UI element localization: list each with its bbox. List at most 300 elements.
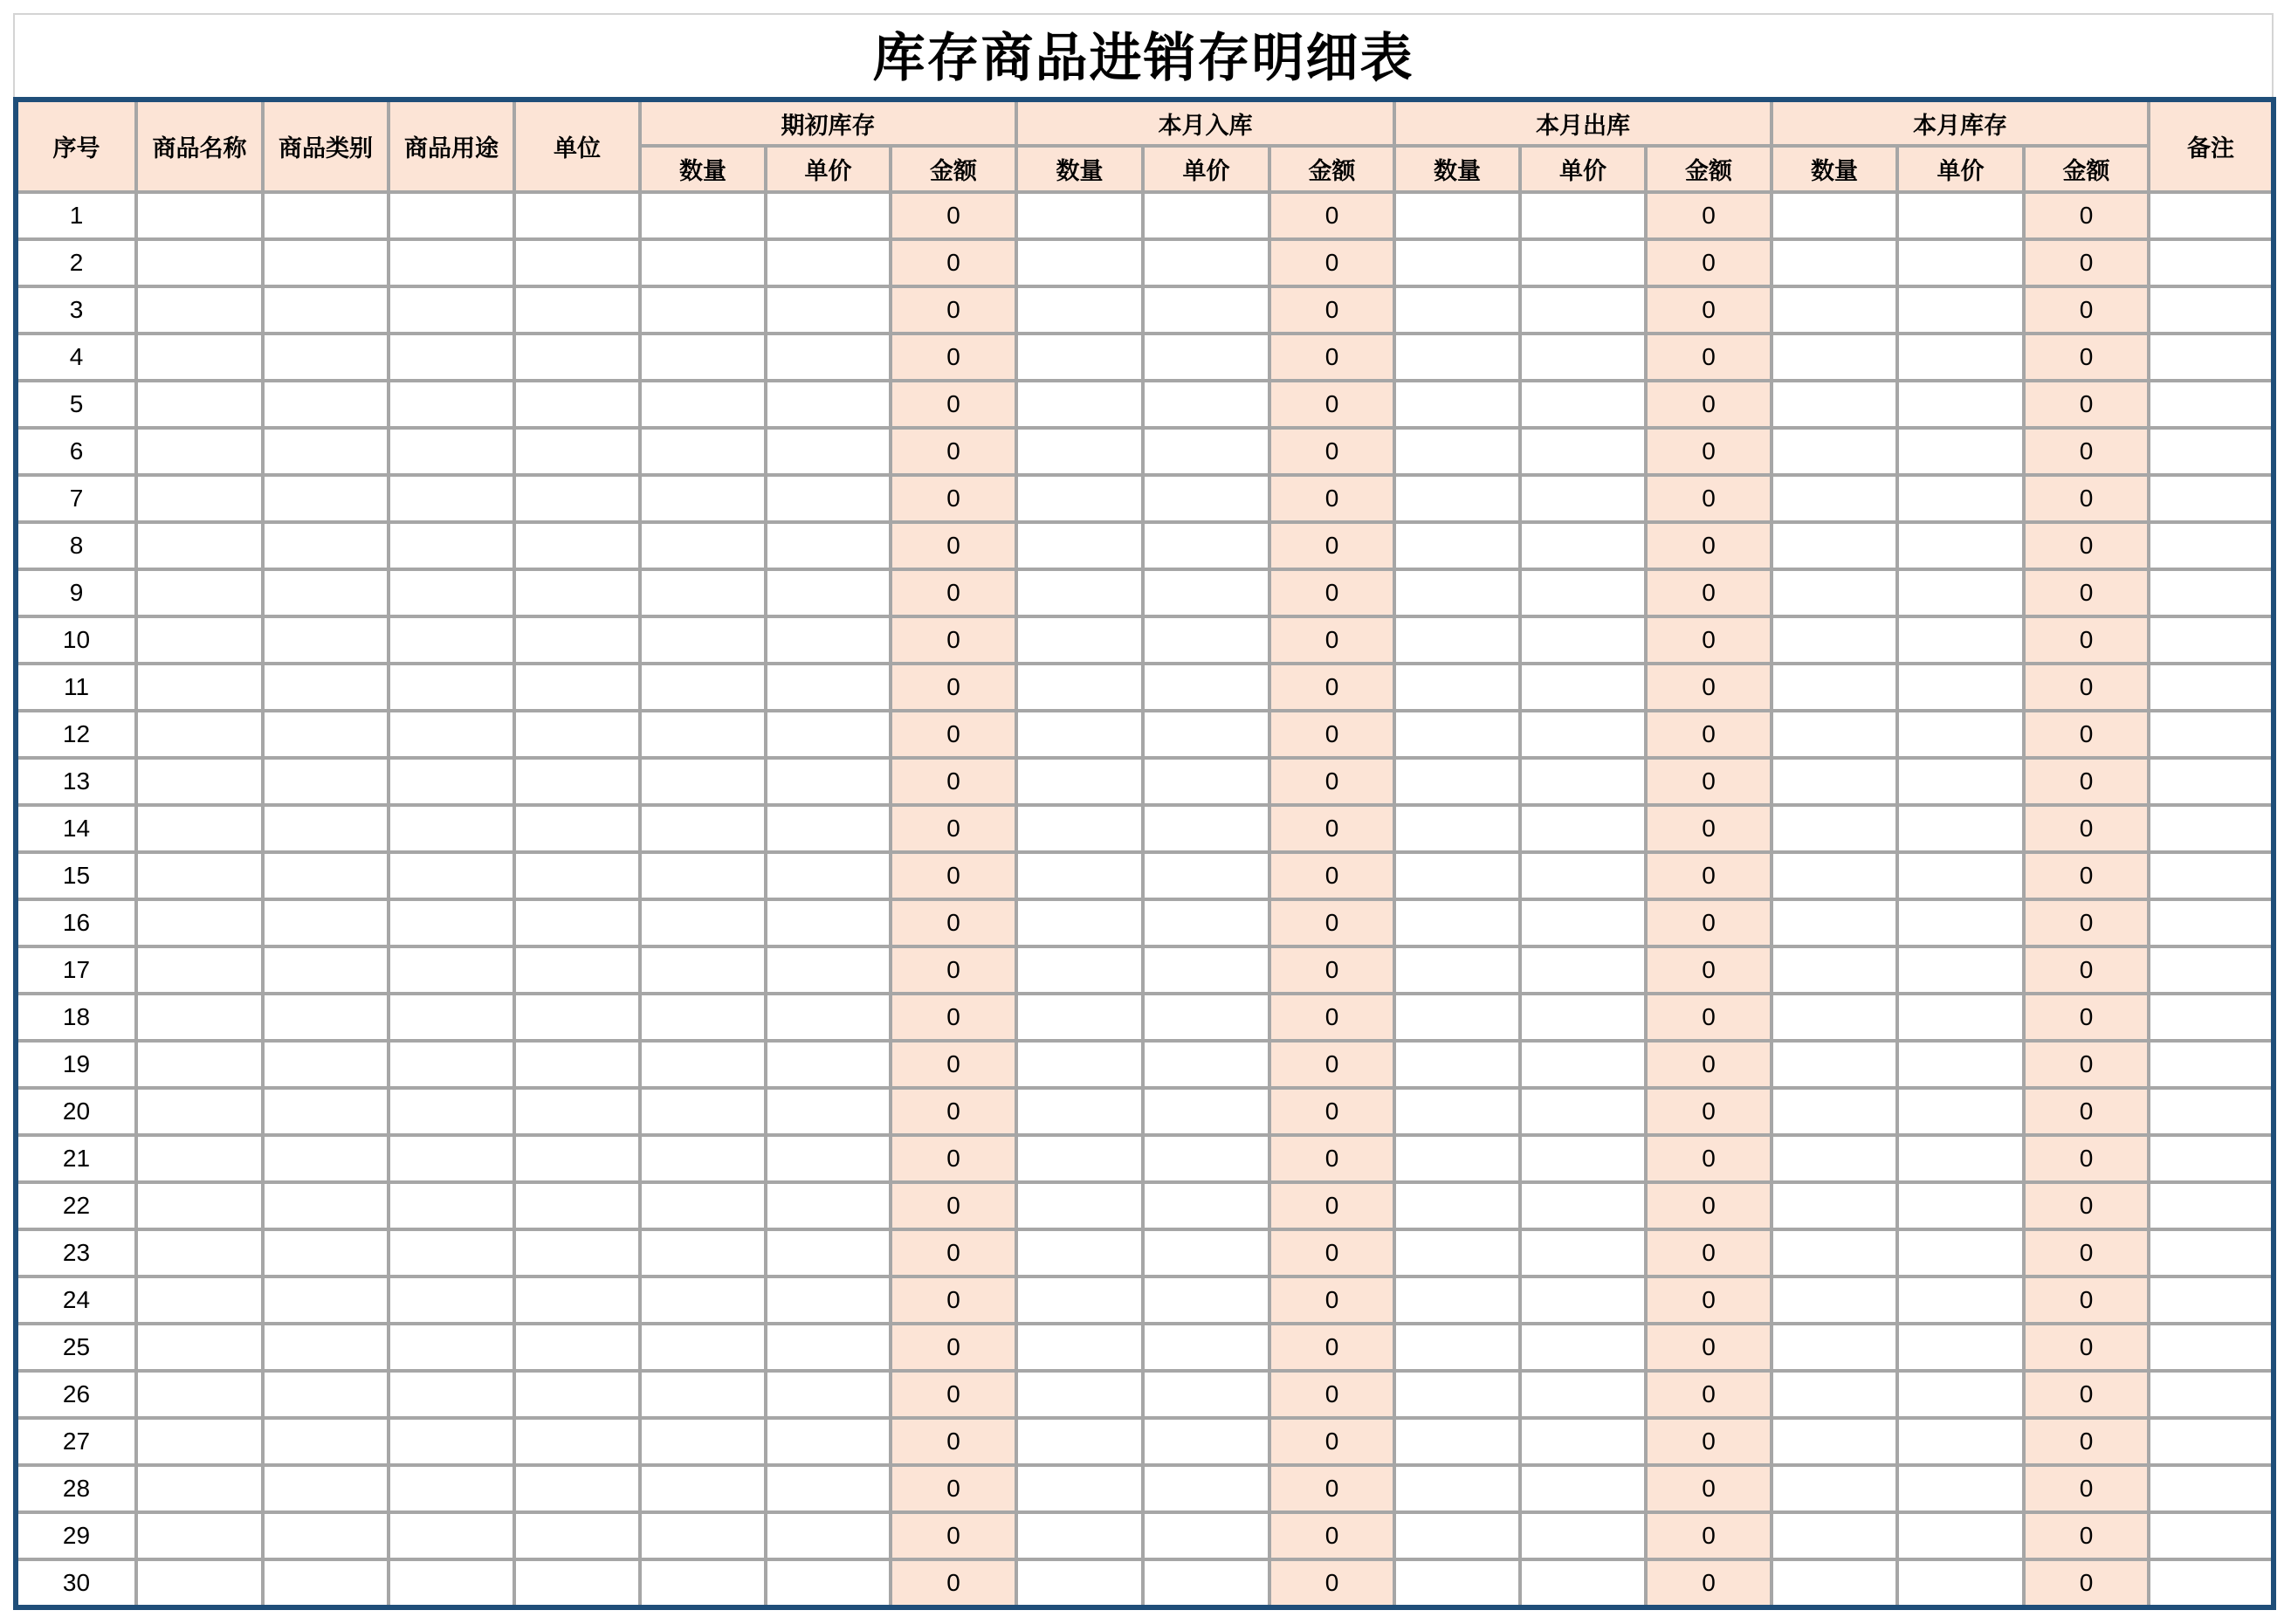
cell-out-qty[interactable]	[1394, 946, 1520, 994]
cell-opening-amount[interactable]: 0	[891, 1182, 1016, 1229]
cell-in-price[interactable]	[1143, 522, 1269, 569]
cell-out-qty[interactable]	[1394, 1418, 1520, 1465]
cell-opening-price[interactable]	[766, 1418, 891, 1465]
cell-in-qty[interactable]	[1016, 616, 1143, 664]
cell-in-price[interactable]	[1143, 758, 1269, 805]
cell-opening-qty[interactable]	[640, 286, 766, 334]
cell-in-price[interactable]	[1143, 569, 1269, 616]
cell-out-qty[interactable]	[1394, 286, 1520, 334]
cell-out-amount[interactable]: 0	[1646, 192, 1772, 239]
cell-product-category[interactable]	[263, 1276, 389, 1324]
cell-in-price[interactable]	[1143, 1182, 1269, 1229]
cell-closing-qty[interactable]	[1772, 1088, 1897, 1135]
cell-index[interactable]: 6	[16, 428, 136, 475]
cell-closing-amount[interactable]: 0	[2024, 1088, 2149, 1135]
cell-remark[interactable]	[2149, 805, 2274, 852]
cell-opening-price[interactable]	[766, 1041, 891, 1088]
cell-opening-price[interactable]	[766, 1276, 891, 1324]
cell-product-category[interactable]	[263, 1135, 389, 1182]
cell-in-qty[interactable]	[1016, 334, 1143, 381]
cell-out-amount[interactable]: 0	[1646, 946, 1772, 994]
cell-in-amount[interactable]: 0	[1269, 239, 1394, 286]
cell-product-category[interactable]	[263, 475, 389, 522]
cell-in-price[interactable]	[1143, 1135, 1269, 1182]
cell-closing-qty[interactable]	[1772, 239, 1897, 286]
cell-product-usage[interactable]	[389, 994, 514, 1041]
cell-in-amount[interactable]: 0	[1269, 1371, 1394, 1418]
cell-out-qty[interactable]	[1394, 1559, 1520, 1607]
cell-product-category[interactable]	[263, 1512, 389, 1559]
cell-out-qty[interactable]	[1394, 192, 1520, 239]
cell-in-price[interactable]	[1143, 1418, 1269, 1465]
cell-opening-qty[interactable]	[640, 758, 766, 805]
cell-opening-price[interactable]	[766, 1182, 891, 1229]
cell-in-qty[interactable]	[1016, 946, 1143, 994]
cell-closing-price[interactable]	[1897, 1559, 2024, 1607]
cell-remark[interactable]	[2149, 1512, 2274, 1559]
cell-product-usage[interactable]	[389, 758, 514, 805]
cell-product-name[interactable]	[136, 475, 263, 522]
cell-unit[interactable]	[514, 1324, 640, 1371]
cell-out-amount[interactable]: 0	[1646, 1465, 1772, 1512]
cell-unit[interactable]	[514, 994, 640, 1041]
cell-product-usage[interactable]	[389, 1559, 514, 1607]
cell-in-amount[interactable]: 0	[1269, 946, 1394, 994]
cell-opening-qty[interactable]	[640, 616, 766, 664]
cell-remark[interactable]	[2149, 381, 2274, 428]
cell-in-price[interactable]	[1143, 286, 1269, 334]
cell-in-qty[interactable]	[1016, 1371, 1143, 1418]
cell-product-usage[interactable]	[389, 381, 514, 428]
cell-opening-amount[interactable]: 0	[891, 1276, 1016, 1324]
cell-product-usage[interactable]	[389, 852, 514, 899]
cell-product-name[interactable]	[136, 711, 263, 758]
cell-out-qty[interactable]	[1394, 522, 1520, 569]
cell-closing-price[interactable]	[1897, 1276, 2024, 1324]
cell-opening-qty[interactable]	[640, 1371, 766, 1418]
cell-out-qty[interactable]	[1394, 758, 1520, 805]
cell-opening-amount[interactable]: 0	[891, 852, 1016, 899]
cell-opening-price[interactable]	[766, 899, 891, 946]
cell-closing-price[interactable]	[1897, 1465, 2024, 1512]
cell-opening-qty[interactable]	[640, 522, 766, 569]
cell-opening-amount[interactable]: 0	[891, 616, 1016, 664]
cell-index[interactable]: 14	[16, 805, 136, 852]
cell-out-amount[interactable]: 0	[1646, 522, 1772, 569]
cell-in-amount[interactable]: 0	[1269, 428, 1394, 475]
cell-opening-price[interactable]	[766, 334, 891, 381]
cell-opening-price[interactable]	[766, 994, 891, 1041]
cell-in-qty[interactable]	[1016, 428, 1143, 475]
cell-out-price[interactable]	[1520, 1135, 1646, 1182]
cell-unit[interactable]	[514, 1465, 640, 1512]
cell-opening-price[interactable]	[766, 569, 891, 616]
cell-closing-amount[interactable]: 0	[2024, 616, 2149, 664]
cell-closing-price[interactable]	[1897, 286, 2024, 334]
cell-closing-price[interactable]	[1897, 664, 2024, 711]
cell-closing-amount[interactable]: 0	[2024, 1465, 2149, 1512]
cell-opening-qty[interactable]	[640, 428, 766, 475]
cell-out-amount[interactable]: 0	[1646, 1276, 1772, 1324]
cell-in-qty[interactable]	[1016, 569, 1143, 616]
cell-in-amount[interactable]: 0	[1269, 758, 1394, 805]
cell-opening-price[interactable]	[766, 286, 891, 334]
cell-closing-qty[interactable]	[1772, 852, 1897, 899]
cell-out-price[interactable]	[1520, 899, 1646, 946]
cell-in-price[interactable]	[1143, 1324, 1269, 1371]
cell-in-amount[interactable]: 0	[1269, 1041, 1394, 1088]
cell-unit[interactable]	[514, 286, 640, 334]
header-in-price[interactable]: 单价	[1143, 146, 1269, 192]
cell-out-qty[interactable]	[1394, 239, 1520, 286]
cell-in-qty[interactable]	[1016, 664, 1143, 711]
cell-product-category[interactable]	[263, 1324, 389, 1371]
cell-closing-amount[interactable]: 0	[2024, 1418, 2149, 1465]
cell-remark[interactable]	[2149, 1371, 2274, 1418]
cell-closing-amount[interactable]: 0	[2024, 852, 2149, 899]
cell-opening-price[interactable]	[766, 239, 891, 286]
cell-product-usage[interactable]	[389, 616, 514, 664]
cell-product-category[interactable]	[263, 1465, 389, 1512]
cell-closing-amount[interactable]: 0	[2024, 381, 2149, 428]
cell-remark[interactable]	[2149, 711, 2274, 758]
header-opening-price[interactable]: 单价	[766, 146, 891, 192]
cell-out-qty[interactable]	[1394, 805, 1520, 852]
cell-in-amount[interactable]: 0	[1269, 192, 1394, 239]
cell-opening-amount[interactable]: 0	[891, 899, 1016, 946]
header-out-price[interactable]: 单价	[1520, 146, 1646, 192]
cell-out-amount[interactable]: 0	[1646, 852, 1772, 899]
cell-in-qty[interactable]	[1016, 381, 1143, 428]
cell-closing-price[interactable]	[1897, 946, 2024, 994]
cell-opening-amount[interactable]: 0	[891, 1371, 1016, 1418]
cell-in-qty[interactable]	[1016, 1418, 1143, 1465]
cell-in-amount[interactable]: 0	[1269, 522, 1394, 569]
cell-remark[interactable]	[2149, 1088, 2274, 1135]
cell-product-name[interactable]	[136, 805, 263, 852]
cell-closing-amount[interactable]: 0	[2024, 1135, 2149, 1182]
cell-product-usage[interactable]	[389, 946, 514, 994]
cell-in-price[interactable]	[1143, 711, 1269, 758]
cell-opening-price[interactable]	[766, 428, 891, 475]
cell-product-usage[interactable]	[389, 805, 514, 852]
cell-closing-qty[interactable]	[1772, 475, 1897, 522]
cell-opening-qty[interactable]	[640, 334, 766, 381]
cell-unit[interactable]	[514, 475, 640, 522]
cell-unit[interactable]	[514, 758, 640, 805]
cell-opening-qty[interactable]	[640, 1135, 766, 1182]
cell-unit[interactable]	[514, 1559, 640, 1607]
cell-closing-qty[interactable]	[1772, 1465, 1897, 1512]
cell-closing-amount[interactable]: 0	[2024, 664, 2149, 711]
cell-closing-amount[interactable]: 0	[2024, 334, 2149, 381]
cell-unit[interactable]	[514, 1512, 640, 1559]
cell-closing-amount[interactable]: 0	[2024, 1512, 2149, 1559]
cell-product-name[interactable]	[136, 616, 263, 664]
cell-product-category[interactable]	[263, 569, 389, 616]
cell-out-price[interactable]	[1520, 1182, 1646, 1229]
cell-closing-amount[interactable]: 0	[2024, 192, 2149, 239]
cell-index[interactable]: 23	[16, 1229, 136, 1276]
cell-opening-qty[interactable]	[640, 1512, 766, 1559]
cell-in-price[interactable]	[1143, 805, 1269, 852]
cell-opening-amount[interactable]: 0	[891, 1041, 1016, 1088]
cell-opening-price[interactable]	[766, 711, 891, 758]
cell-product-usage[interactable]	[389, 334, 514, 381]
cell-out-price[interactable]	[1520, 569, 1646, 616]
cell-in-amount[interactable]: 0	[1269, 569, 1394, 616]
cell-in-amount[interactable]: 0	[1269, 286, 1394, 334]
cell-out-amount[interactable]: 0	[1646, 1135, 1772, 1182]
cell-product-usage[interactable]	[389, 1229, 514, 1276]
cell-closing-amount[interactable]: 0	[2024, 1041, 2149, 1088]
cell-in-qty[interactable]	[1016, 239, 1143, 286]
cell-closing-price[interactable]	[1897, 852, 2024, 899]
header-closing-amount[interactable]: 金额	[2024, 146, 2149, 192]
cell-product-usage[interactable]	[389, 1135, 514, 1182]
cell-out-amount[interactable]: 0	[1646, 334, 1772, 381]
cell-opening-amount[interactable]: 0	[891, 381, 1016, 428]
header-out-qty[interactable]: 数量	[1394, 146, 1520, 192]
cell-out-amount[interactable]: 0	[1646, 569, 1772, 616]
cell-in-qty[interactable]	[1016, 1088, 1143, 1135]
cell-closing-price[interactable]	[1897, 334, 2024, 381]
cell-index[interactable]: 5	[16, 381, 136, 428]
cell-in-price[interactable]	[1143, 994, 1269, 1041]
cell-index[interactable]: 17	[16, 946, 136, 994]
cell-out-price[interactable]	[1520, 1088, 1646, 1135]
cell-index[interactable]: 1	[16, 192, 136, 239]
cell-out-qty[interactable]	[1394, 994, 1520, 1041]
cell-out-price[interactable]	[1520, 805, 1646, 852]
cell-in-amount[interactable]: 0	[1269, 616, 1394, 664]
cell-out-qty[interactable]	[1394, 899, 1520, 946]
header-product-name[interactable]: 商品名称	[136, 100, 263, 192]
cell-in-qty[interactable]	[1016, 994, 1143, 1041]
cell-index[interactable]: 12	[16, 711, 136, 758]
cell-closing-qty[interactable]	[1772, 899, 1897, 946]
cell-opening-qty[interactable]	[640, 569, 766, 616]
cell-remark[interactable]	[2149, 1559, 2274, 1607]
cell-in-price[interactable]	[1143, 616, 1269, 664]
cell-closing-qty[interactable]	[1772, 192, 1897, 239]
cell-remark[interactable]	[2149, 475, 2274, 522]
cell-product-usage[interactable]	[389, 428, 514, 475]
cell-closing-price[interactable]	[1897, 758, 2024, 805]
cell-closing-amount[interactable]: 0	[2024, 569, 2149, 616]
cell-opening-qty[interactable]	[640, 664, 766, 711]
cell-unit[interactable]	[514, 1229, 640, 1276]
cell-out-qty[interactable]	[1394, 1276, 1520, 1324]
cell-in-amount[interactable]: 0	[1269, 475, 1394, 522]
cell-product-category[interactable]	[263, 946, 389, 994]
cell-closing-qty[interactable]	[1772, 1135, 1897, 1182]
cell-product-usage[interactable]	[389, 1324, 514, 1371]
cell-out-price[interactable]	[1520, 1418, 1646, 1465]
cell-product-category[interactable]	[263, 428, 389, 475]
header-opening-qty[interactable]: 数量	[640, 146, 766, 192]
cell-product-category[interactable]	[263, 239, 389, 286]
cell-product-name[interactable]	[136, 1276, 263, 1324]
cell-remark[interactable]	[2149, 664, 2274, 711]
cell-in-price[interactable]	[1143, 239, 1269, 286]
cell-out-price[interactable]	[1520, 616, 1646, 664]
cell-index[interactable]: 30	[16, 1559, 136, 1607]
cell-product-category[interactable]	[263, 1229, 389, 1276]
cell-out-qty[interactable]	[1394, 334, 1520, 381]
cell-product-name[interactable]	[136, 286, 263, 334]
cell-opening-price[interactable]	[766, 946, 891, 994]
cell-closing-price[interactable]	[1897, 239, 2024, 286]
cell-closing-amount[interactable]: 0	[2024, 1182, 2149, 1229]
cell-in-price[interactable]	[1143, 428, 1269, 475]
cell-remark[interactable]	[2149, 286, 2274, 334]
header-group-opening-stock[interactable]: 期初库存	[640, 100, 1016, 146]
cell-out-amount[interactable]: 0	[1646, 1324, 1772, 1371]
cell-closing-price[interactable]	[1897, 1041, 2024, 1088]
cell-closing-qty[interactable]	[1772, 569, 1897, 616]
cell-closing-price[interactable]	[1897, 994, 2024, 1041]
cell-remark[interactable]	[2149, 239, 2274, 286]
cell-closing-price[interactable]	[1897, 616, 2024, 664]
cell-in-price[interactable]	[1143, 1371, 1269, 1418]
cell-remark[interactable]	[2149, 994, 2274, 1041]
cell-unit[interactable]	[514, 239, 640, 286]
cell-index[interactable]: 26	[16, 1371, 136, 1418]
cell-opening-price[interactable]	[766, 1324, 891, 1371]
cell-product-name[interactable]	[136, 946, 263, 994]
cell-unit[interactable]	[514, 381, 640, 428]
cell-out-price[interactable]	[1520, 239, 1646, 286]
cell-unit[interactable]	[514, 522, 640, 569]
cell-opening-qty[interactable]	[640, 711, 766, 758]
cell-closing-qty[interactable]	[1772, 664, 1897, 711]
cell-index[interactable]: 3	[16, 286, 136, 334]
cell-in-amount[interactable]: 0	[1269, 994, 1394, 1041]
cell-opening-qty[interactable]	[640, 381, 766, 428]
cell-product-category[interactable]	[263, 1371, 389, 1418]
cell-closing-price[interactable]	[1897, 1324, 2024, 1371]
header-closing-price[interactable]: 单价	[1897, 146, 2024, 192]
cell-closing-qty[interactable]	[1772, 334, 1897, 381]
cell-out-qty[interactable]	[1394, 1324, 1520, 1371]
cell-product-usage[interactable]	[389, 1182, 514, 1229]
cell-opening-amount[interactable]: 0	[891, 239, 1016, 286]
cell-in-qty[interactable]	[1016, 1324, 1143, 1371]
cell-unit[interactable]	[514, 664, 640, 711]
cell-closing-amount[interactable]: 0	[2024, 475, 2149, 522]
cell-out-price[interactable]	[1520, 1512, 1646, 1559]
cell-out-price[interactable]	[1520, 1465, 1646, 1512]
header-group-monthly-out[interactable]: 本月出库	[1394, 100, 1772, 146]
header-unit[interactable]: 单位	[514, 100, 640, 192]
cell-remark[interactable]	[2149, 852, 2274, 899]
cell-product-usage[interactable]	[389, 711, 514, 758]
cell-unit[interactable]	[514, 805, 640, 852]
cell-unit[interactable]	[514, 946, 640, 994]
cell-opening-qty[interactable]	[640, 899, 766, 946]
cell-closing-price[interactable]	[1897, 1371, 2024, 1418]
cell-product-usage[interactable]	[389, 239, 514, 286]
cell-closing-qty[interactable]	[1772, 994, 1897, 1041]
cell-in-qty[interactable]	[1016, 1182, 1143, 1229]
cell-in-qty[interactable]	[1016, 1135, 1143, 1182]
cell-product-category[interactable]	[263, 334, 389, 381]
cell-closing-amount[interactable]: 0	[2024, 239, 2149, 286]
cell-opening-amount[interactable]: 0	[891, 1512, 1016, 1559]
header-opening-amount[interactable]: 金额	[891, 146, 1016, 192]
cell-unit[interactable]	[514, 1276, 640, 1324]
cell-product-name[interactable]	[136, 1041, 263, 1088]
cell-in-amount[interactable]: 0	[1269, 805, 1394, 852]
cell-out-price[interactable]	[1520, 381, 1646, 428]
cell-out-amount[interactable]: 0	[1646, 475, 1772, 522]
cell-remark[interactable]	[2149, 1465, 2274, 1512]
cell-product-usage[interactable]	[389, 1418, 514, 1465]
cell-product-usage[interactable]	[389, 1465, 514, 1512]
cell-in-qty[interactable]	[1016, 758, 1143, 805]
cell-closing-price[interactable]	[1897, 1512, 2024, 1559]
cell-product-name[interactable]	[136, 1182, 263, 1229]
cell-index[interactable]: 20	[16, 1088, 136, 1135]
cell-in-qty[interactable]	[1016, 1465, 1143, 1512]
cell-opening-price[interactable]	[766, 1371, 891, 1418]
cell-product-name[interactable]	[136, 381, 263, 428]
cell-closing-price[interactable]	[1897, 1088, 2024, 1135]
cell-remark[interactable]	[2149, 616, 2274, 664]
cell-unit[interactable]	[514, 899, 640, 946]
cell-remark[interactable]	[2149, 758, 2274, 805]
cell-out-price[interactable]	[1520, 994, 1646, 1041]
cell-remark[interactable]	[2149, 334, 2274, 381]
cell-out-qty[interactable]	[1394, 1229, 1520, 1276]
cell-in-qty[interactable]	[1016, 805, 1143, 852]
cell-out-price[interactable]	[1520, 664, 1646, 711]
cell-product-category[interactable]	[263, 286, 389, 334]
cell-out-price[interactable]	[1520, 946, 1646, 994]
cell-index[interactable]: 7	[16, 475, 136, 522]
cell-opening-qty[interactable]	[640, 805, 766, 852]
cell-out-price[interactable]	[1520, 1229, 1646, 1276]
cell-in-qty[interactable]	[1016, 1041, 1143, 1088]
cell-out-price[interactable]	[1520, 1324, 1646, 1371]
cell-unit[interactable]	[514, 1182, 640, 1229]
cell-index[interactable]: 15	[16, 852, 136, 899]
cell-in-price[interactable]	[1143, 1512, 1269, 1559]
cell-product-category[interactable]	[263, 1088, 389, 1135]
cell-in-amount[interactable]: 0	[1269, 1559, 1394, 1607]
cell-in-amount[interactable]: 0	[1269, 1418, 1394, 1465]
cell-index[interactable]: 16	[16, 899, 136, 946]
cell-opening-amount[interactable]: 0	[891, 664, 1016, 711]
cell-index[interactable]: 18	[16, 994, 136, 1041]
cell-opening-price[interactable]	[766, 192, 891, 239]
cell-in-price[interactable]	[1143, 1559, 1269, 1607]
cell-out-amount[interactable]: 0	[1646, 758, 1772, 805]
cell-out-amount[interactable]: 0	[1646, 664, 1772, 711]
cell-closing-qty[interactable]	[1772, 946, 1897, 994]
cell-unit[interactable]	[514, 1418, 640, 1465]
header-out-amount[interactable]: 金额	[1646, 146, 1772, 192]
cell-closing-amount[interactable]: 0	[2024, 758, 2149, 805]
cell-opening-amount[interactable]: 0	[891, 1088, 1016, 1135]
cell-in-qty[interactable]	[1016, 1229, 1143, 1276]
cell-index[interactable]: 19	[16, 1041, 136, 1088]
cell-product-usage[interactable]	[389, 286, 514, 334]
cell-out-qty[interactable]	[1394, 381, 1520, 428]
cell-product-usage[interactable]	[389, 1041, 514, 1088]
cell-opening-qty[interactable]	[640, 475, 766, 522]
